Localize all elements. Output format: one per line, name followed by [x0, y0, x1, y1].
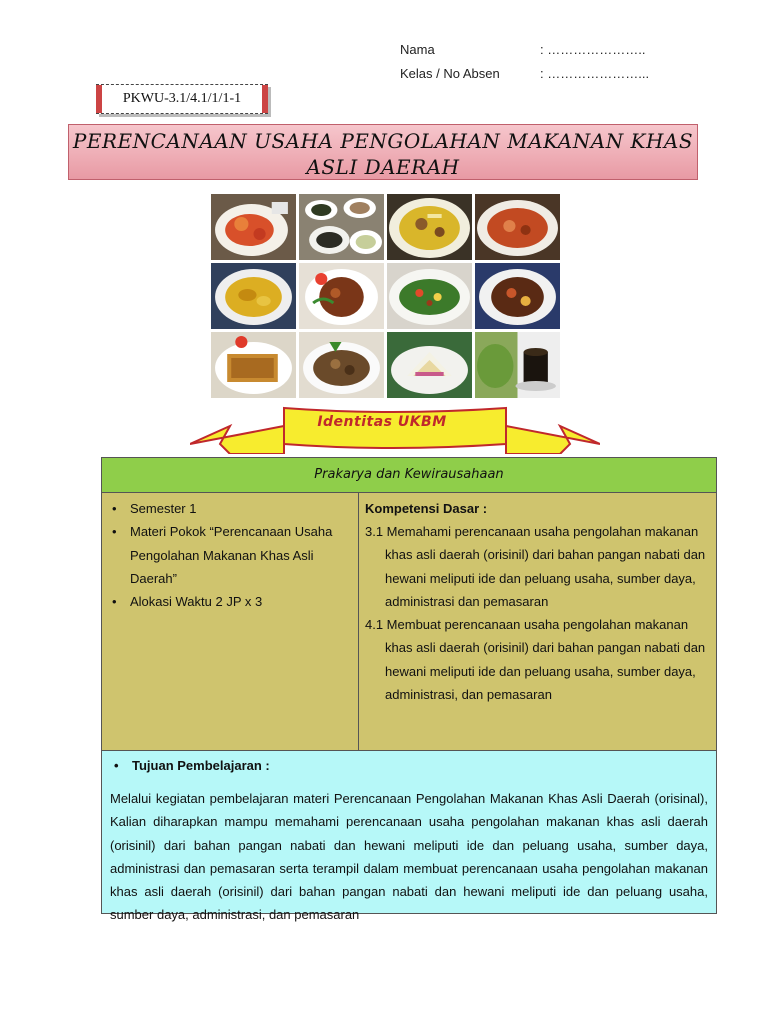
food-photo-coffee [475, 332, 560, 398]
document-code: PKWU-3.1/4.1/1/1-1 [96, 84, 268, 114]
kompetensi-item: 3.1 Memahami perencanaan usaha pengolahan makanan khas asli daerah (orisinil) dari bahan pangan nabati dan hewani meliputi ide dan peluang usaha, sumber daya, administrasi dan pemasaran [365, 524, 706, 609]
food-photo-layer-cake [387, 332, 472, 398]
kelas-label: Kelas / No Absen [400, 66, 500, 81]
list-item-materi: • Materi Pokok “Perencanaan Usaha Pengolahan Makanan Khas Asli Daerah” [108, 520, 352, 590]
info-column [102, 493, 359, 750]
nama-value: : ………………….. [540, 42, 646, 57]
food-photo-fried-cake [211, 332, 296, 398]
food-photo-spicy-dish [475, 263, 560, 329]
title-line-2: ASLI DAERAH [306, 155, 460, 179]
food-photo-yellow-soup [211, 263, 296, 329]
food-collage [211, 194, 560, 398]
ukbm-table [101, 457, 717, 923]
nama-label: Nama [400, 42, 435, 57]
food-photo-fried-snack [299, 332, 384, 398]
food-photo-crab [211, 194, 296, 260]
food-photo-salad [387, 263, 472, 329]
kompetensi-title: Kompetensi Dasar : [365, 501, 488, 516]
subject-header: Prakarya dan Kewirausahaan [102, 458, 716, 493]
food-photo-rendang [475, 194, 560, 260]
tujuan-text: Melalui kegiatan pembelajaran materi Perencanaan Pengolahan Makanan Khas Asli Daerah (orisinal), Kalian diharapkan mampu memahami perencanaan usaha pengolahan makanan khas asli daerah (orisinil) dari bahan pangan nabati dan hewani meliputi ide dan peluang usaha, sumber daya, administrasi dan pemasaran serta terampil dalam membuat perencanaan usaha pengolahan makanan khas asli daerah (orisinil) dari bahan pangan nabati dan hewani meliputi ide dan peluang usaha, sumber daya, administrasi, dan pemasaran [110, 791, 708, 923]
tujuan-title: • Tujuan Pembelajaran : [110, 757, 708, 775]
food-photo-grilled-fish [299, 263, 384, 329]
kelas-value: : …………………... [540, 66, 650, 81]
kompetensi-item: 4.1 Membuat perencanaan usaha pengolahan makanan khas asli daerah (orisinil) dari bahan pangan nabati dan hewani meliputi ide dan peluang usaha, sumber daya, administrasi, dan pemasaran [365, 617, 706, 703]
title-line-1: PERENCANAAN USAHA PENGOLAHAN MAKANAN KHAS [72, 129, 694, 153]
food-photo-curry [387, 194, 472, 260]
kompetensi-column [359, 493, 716, 750]
table-body [102, 493, 716, 751]
list-item-semester: • Semester 1 [108, 497, 352, 520]
list-item-alokasi: • Alokasi Waktu 2 JP x 3 [108, 590, 352, 613]
tujuan-section [102, 751, 716, 923]
ribbon-label: Identitas UKBM [317, 414, 447, 430]
food-photo-side-dishes [299, 194, 384, 260]
page-title [68, 124, 698, 180]
